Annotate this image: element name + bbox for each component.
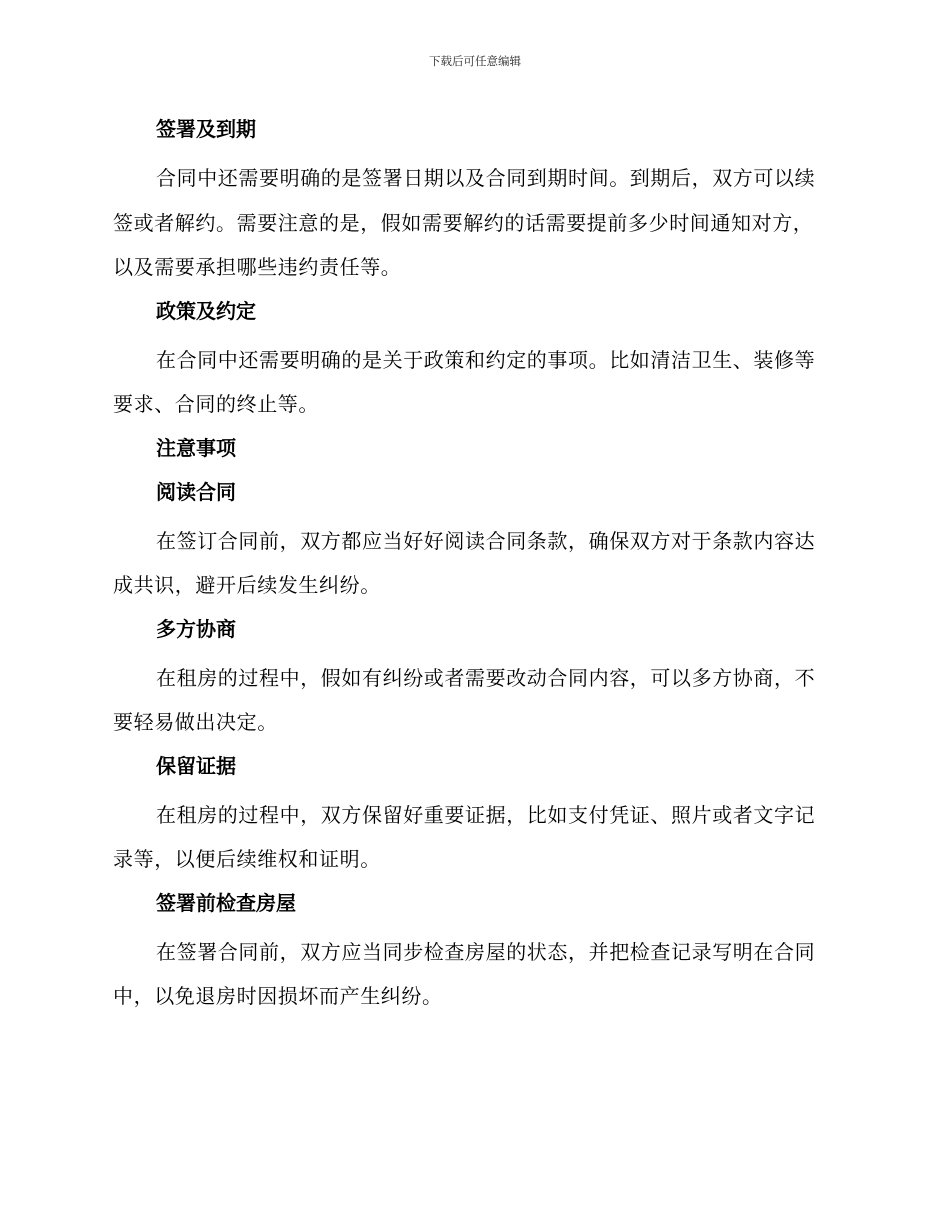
section-body-inspect-house: 在签署合同前，双方应当同步检查房屋的状态，并把检查记录写明在合同中，以免退房时因损坏而产生纠纷。 [113, 939, 816, 1008]
section-body-evidence: 在租房的过程中，双方保留好重要证据，比如支付凭证、照片或者文字记录等，以便后续维权和证明。 [113, 802, 816, 871]
section-body-read-contract: 在签订合同前，双方都应当好好阅读合同条款，确保双方对于条款内容达成共识，避开后续发生纠纷。 [113, 528, 816, 597]
section-heading-notes: 注意事项 [156, 435, 236, 460]
section-body-policy: 在合同中还需要明确的是关于政策和约定的事项。比如清洁卫生、装修等要求、合同的终止等。 [113, 347, 816, 416]
section-heading-negotiate: 多方协商 [156, 616, 236, 641]
section-heading-signing-expiry: 签署及到期 [156, 117, 256, 141]
section-heading-read-contract: 阅读合同 [156, 479, 236, 504]
section-heading-policy: 政策及约定 [156, 298, 256, 323]
page-header-note: 下载后可任意编辑 [429, 54, 521, 68]
section-body-signing-expiry: 合同中还需要明确的是签署日期以及合同到期时间。到期后，双方可以续签或者解约。需要注意的是，假如需要解约的话需要提前多少时间通知对方，以及需要承担哪些违约责任等。 [113, 166, 816, 279]
section-heading-inspect-house: 签署前检查房屋 [156, 890, 296, 915]
section-body-negotiate: 在租房的过程中，假如有纠纷或者需要改动合同内容，可以多方协商，不要轻易做出决定。 [113, 665, 816, 734]
document-body [113, 112, 833, 1019]
section-heading-evidence: 保留证据 [156, 753, 236, 778]
